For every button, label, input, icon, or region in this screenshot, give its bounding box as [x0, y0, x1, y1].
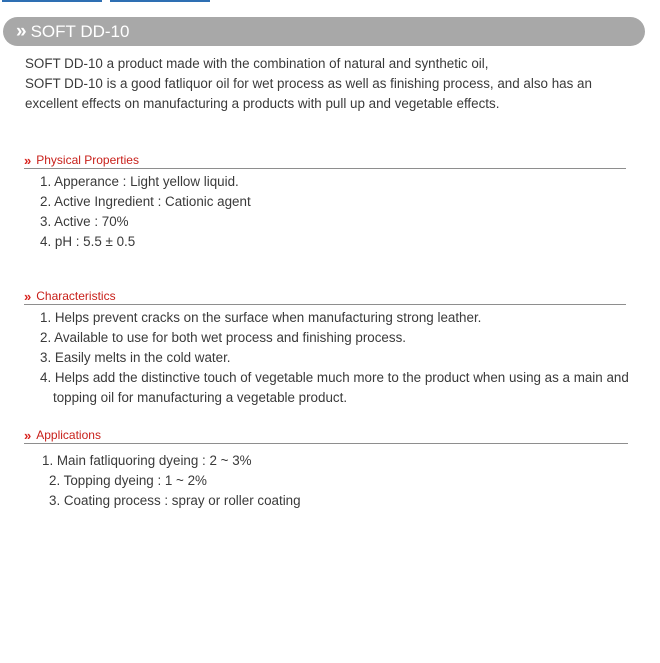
- section-title: Physical Properties: [36, 153, 139, 167]
- list-item: 3. Coating process : spray or roller coating: [49, 493, 301, 508]
- double-chevron-icon: »: [24, 428, 30, 443]
- description-line: SOFT DD-10 a product made with the combination of natural and synthetic oil,: [25, 56, 489, 71]
- applications-list: [42, 451, 642, 511]
- description-line: excellent effects on manufacturing a products with pull up and vegetable effects.: [25, 96, 500, 111]
- list-item: 2. Topping dyeing : 1 ~ 2%: [49, 473, 207, 488]
- section-title: Applications: [36, 428, 101, 442]
- top-tab-2[interactable]: [110, 0, 210, 2]
- list-item: 3. Active : 70%: [40, 214, 129, 229]
- product-description: [25, 54, 645, 114]
- list-item: 2. Active Ingredient : Cationic agent: [40, 194, 251, 209]
- section-header-physical-properties: [24, 151, 626, 169]
- list-item: 2. Available to use for both wet process and finishing process.: [40, 330, 406, 345]
- list-item: 4. pH : 5.5 ± 0.5: [40, 234, 136, 249]
- list-item: 1. Helps prevent cracks on the surface when manufacturing strong leather.: [40, 310, 482, 325]
- list-item: 3. Easily melts in the cold water.: [40, 350, 231, 365]
- list-item: 4. Helps add the distinctive touch of vegetable much more to the product when using as a main and topping oil for manufacturing a vegetable product.: [40, 370, 629, 405]
- product-title-bar: [3, 17, 645, 46]
- list-item: 1. Main fatliquoring dyeing : 2 ~ 3%: [42, 453, 252, 468]
- characteristics-list: [40, 308, 658, 408]
- double-chevron-icon: »: [16, 21, 24, 42]
- description-line: SOFT DD-10 is a good fatliquor oil for wet process as well as finishing process, and also has an: [25, 76, 592, 91]
- top-tab-1[interactable]: [2, 0, 102, 2]
- double-chevron-icon: »: [24, 153, 30, 168]
- list-item: 1. Apperance : Light yellow liquid.: [40, 174, 239, 189]
- section-header-applications: [24, 426, 628, 444]
- product-title: SOFT DD-10: [30, 22, 130, 41]
- physical-properties-list: [40, 172, 640, 252]
- section-title: Characteristics: [36, 289, 116, 303]
- section-header-characteristics: [24, 287, 626, 305]
- double-chevron-icon: »: [24, 289, 30, 304]
